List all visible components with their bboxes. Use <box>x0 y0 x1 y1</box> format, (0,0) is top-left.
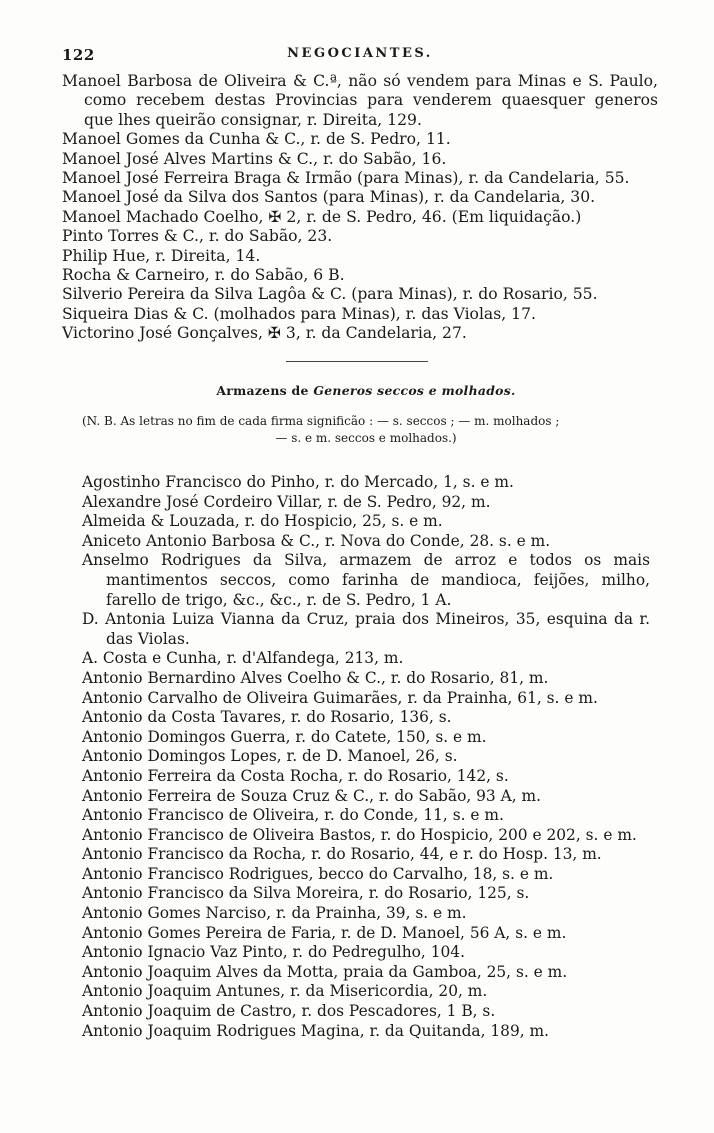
section-divider <box>286 361 428 362</box>
list-item: Antonio Ferreira da Costa Rocha, r. do Rosario, 142, s. <box>82 766 509 785</box>
page-number: 122 <box>62 46 95 64</box>
list-item: Antonio Gomes Pereira de Faria, r. de D. Manoel, 56 A, s. e m. <box>82 923 567 942</box>
list-item: Antonio Francisco da Rocha, r. do Rosario, 44, e r. do Hosp. 13, m. <box>82 845 602 864</box>
list-item: Almeida & Louzada, r. do Hospicio, 25, s. e m. <box>82 512 443 531</box>
section-title-part2: Generos seccos e molhados. <box>313 383 516 398</box>
list-item: Manoel Barbosa de Oliveira & C.ª, não só vendem para Minas e S. Paulo, como recebem destas Provincias para venderem quaesquer generos que lhes queirão consignar, r. Direita, 129. <box>62 72 658 129</box>
list-item: Antonio Francisco Rodrigues, becco do Carvalho, 18, s. e m. <box>82 864 554 883</box>
list-item: Antonio Domingos Lopes, r. de D. Manoel, 26, s. <box>82 747 458 766</box>
list-item: Alexandre José Cordeiro Villar, r. de S. Pedro, 92, m. <box>82 492 491 511</box>
list-item: Antonio Joaquim de Castro, r. dos Pescadores, 1 B, s. <box>82 1002 496 1021</box>
list-item: Rocha & Carneiro, r. do Sabão, 6 B. <box>62 266 345 285</box>
list-item: Antonio da Costa Tavares, r. do Rosario, 136, s. <box>82 708 452 727</box>
list-item: Manoel Machado Coelho, ✠ 2, r. de S. Pedro, 46. (Em liquidação.) <box>62 207 582 226</box>
list-item: Antonio Ferreira de Souza Cruz & C., r. do Sabão, 93 A, m. <box>82 786 541 805</box>
list-item: Antonio Francisco de Oliveira, r. do Conde, 11, s. e m. <box>82 806 504 825</box>
list-item: Antonio Joaquim Alves da Motta, praia da Gamboa, 25, s. e m. <box>82 962 568 981</box>
list-item: Pinto Torres & C., r. do Sabão, 23. <box>62 227 333 246</box>
list-item: Manoel Gomes da Cunha & C., r. de S. Pedro, 11. <box>62 130 451 149</box>
negociantes-list <box>62 72 658 344</box>
section-title <box>82 383 650 398</box>
list-item: Agostinho Francisco do Pinho, r. do Mercado, 1, s. e m. <box>82 473 514 491</box>
list-item: Manoel José Alves Martins & C., r. do Sabão, 16. <box>62 149 447 168</box>
list-item: Philip Hue, r. Direita, 14. <box>62 246 261 265</box>
abbreviation-note <box>82 413 650 447</box>
list-item: A. Costa e Cunha, r. d'Alfandega, 213, m. <box>82 649 404 668</box>
list-item: Antonio Joaquim Rodrigues Magina, r. da Quitanda, 189, m. <box>82 1021 550 1040</box>
list-item: Silverio Pereira da Silva Lagôa & C. (para Minas), r. do Rosario, 55. <box>62 285 598 304</box>
note-line-2: — s. e m. seccos e molhados.) <box>275 431 457 445</box>
list-item: Antonio Francisco da Silva Moreira, r. do Rosario, 125, s. <box>82 884 530 903</box>
list-item: Manoel José da Silva dos Santos (para Minas), r. da Candelaria, 30. <box>62 188 596 207</box>
page-header <box>62 46 658 70</box>
list-item: Victorino José Gonçalves, ✠ 3, r. da Candelaria, 27. <box>62 324 467 343</box>
list-item: Manoel José Ferreira Braga & Irmão (para Minas), r. da Candelaria, 55. <box>62 169 630 188</box>
list-item: Antonio Bernardino Alves Coelho & C., r. do Rosario, 81, m. <box>82 668 549 687</box>
list-item: Aniceto Antonio Barbosa & C., r. Nova do Conde, 28. s. e m. <box>82 531 551 550</box>
running-head: NEGOCIANTES. <box>287 46 433 61</box>
list-item: D. Antonia Luiza Vianna da Cruz, praia dos Mineiros, 35, esquina da r. das Violas. <box>82 610 650 648</box>
list-item: Antonio Gomes Narciso, r. da Prainha, 39, s. e m. <box>82 904 467 923</box>
section-title-part1: Armazens de <box>216 383 309 398</box>
list-item: Antonio Domingos Guerra, r. do Catete, 150, s. e m. <box>82 727 487 746</box>
list-item: Antonio Carvalho de Oliveira Guimarães, r. da Prainha, 61, s. e m. <box>82 688 598 707</box>
list-item: Antonio Ignacio Vaz Pinto, r. do Pedregulho, 104. <box>82 943 465 962</box>
list-item: Siqueira Dias & C. (molhados para Minas), r. das Violas, 17. <box>62 304 536 323</box>
list-item: Anselmo Rodrigues da Silva, armazem de arroz e todos os mais mantimentos seccos, como farinha de mandioca, feijões, milho, farello de trigo, &c., &c., r. de S. Pedro, 1 A. <box>82 551 650 609</box>
note-line-1: (N. B. As letras no fim de cada firma significão : — s. seccos ; — m. molhados ; <box>82 414 560 428</box>
armazens-list <box>82 473 650 1041</box>
list-item: Antonio Francisco de Oliveira Bastos, r. do Hospicio, 200 e 202, s. e m. <box>82 825 637 844</box>
list-item: Antonio Joaquim Antunes, r. da Misericordia, 20, m. <box>82 982 488 1001</box>
